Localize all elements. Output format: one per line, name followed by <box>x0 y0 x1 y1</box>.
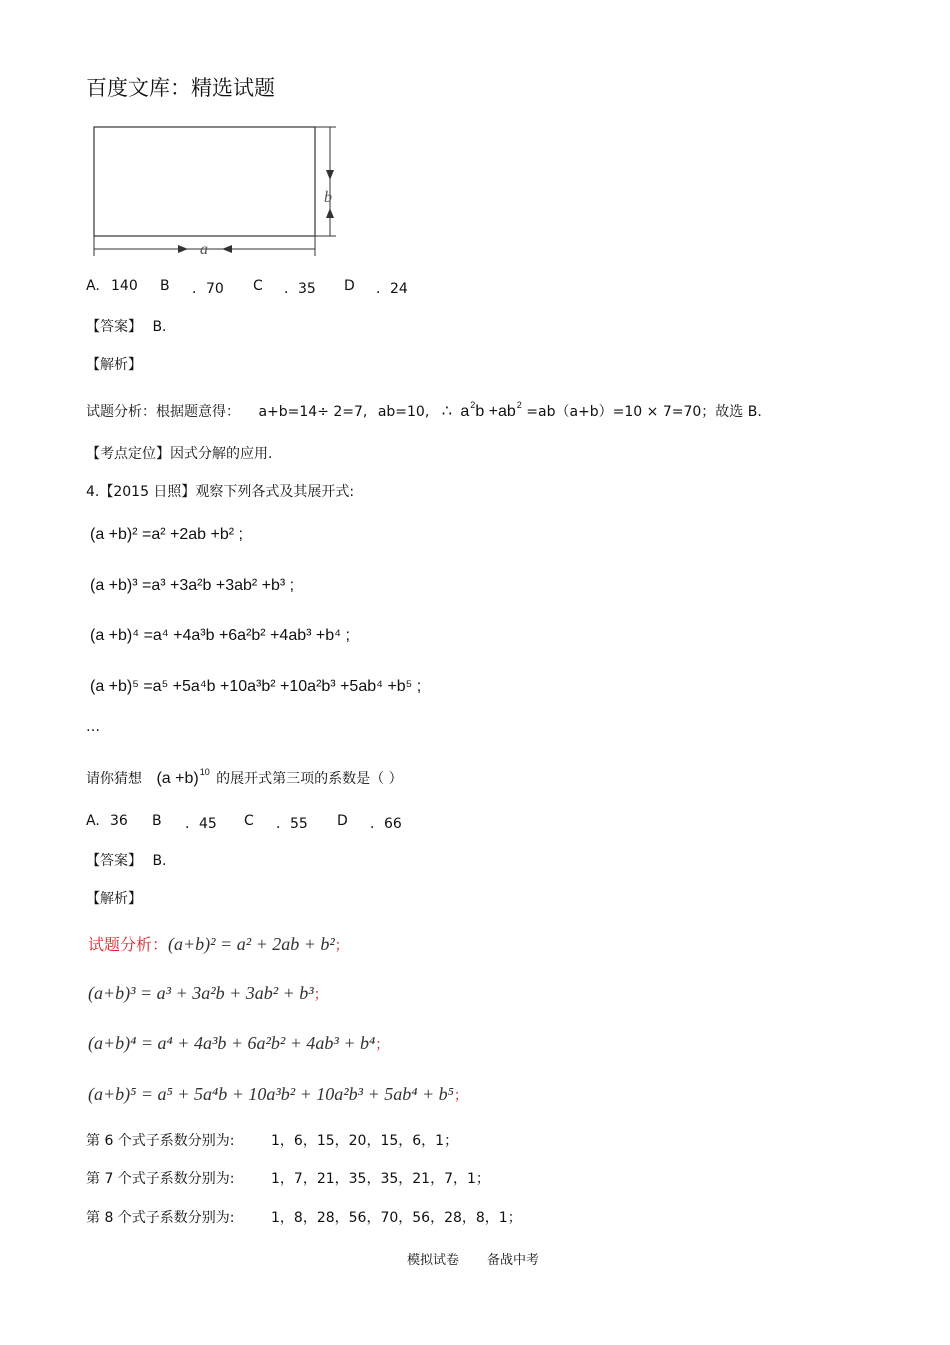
analysis-expr-1: (a+b)² = a² + 2ab + b² <box>168 934 335 954</box>
semicolon: ； <box>313 987 328 1003</box>
q4-option-b-letter: B <box>152 813 162 829</box>
q3-analysis-label: 【解析】 <box>86 357 142 373</box>
footer-right: 备战中考 <box>487 1253 540 1268</box>
q3-option-d-letter: D <box>344 278 355 294</box>
q3-topic: 【考点定位】因式分解的应用. <box>86 446 273 462</box>
q4-option-c-value: ．55 <box>276 816 308 832</box>
q3-option-b-letter: B <box>160 278 170 294</box>
coef-row-label: 第 7 个式子系数分别为: <box>86 1171 235 1187</box>
q4-answer <box>86 850 167 870</box>
analysis-expr-4: (a+b)⁵ = a⁵ + 5a⁴b + 10a³b² + 10a²b³ + 5ab⁴ + b⁵ <box>88 1084 454 1104</box>
coef-row-values: 1，7，21，35，35，21，7，1； <box>271 1171 490 1187</box>
expr-a: a <box>460 403 470 420</box>
q3-option-c-letter: C <box>253 278 263 294</box>
q4-option-a-value: 36 <box>110 813 128 829</box>
answer-label: 【答案】 <box>86 853 142 869</box>
coef-row-label: 第 8 个式子系数分别为: <box>86 1210 235 1226</box>
q4-analysis-line-1 <box>88 932 349 955</box>
q4-line-4: (a +b)⁵ =a⁵ +5a⁴b +10a³b² +10a²b³ +5ab⁴ +b⁵ ; <box>90 678 422 695</box>
q4-option-d-letter: D <box>337 813 348 829</box>
semicolon: ； <box>334 938 349 954</box>
coef-row-values: 1，6，15，20，15，6，1； <box>271 1133 459 1149</box>
q4-line-2: (a +b)³ =a³ +3a²b +3ab² +b³ ; <box>90 577 295 594</box>
question-suffix: 的展开式第三项的系数是（ ） <box>216 771 403 787</box>
semicolon: ； <box>453 1088 468 1104</box>
coef-row-6 <box>86 1130 459 1150</box>
answer-value: B. <box>152 319 167 335</box>
question-exp: 10 <box>199 767 210 777</box>
exp-2b: 2 <box>516 400 522 410</box>
q4-option-d-value: ．66 <box>370 816 402 832</box>
coef-row-7 <box>86 1168 490 1188</box>
q4-analysis-line-2 <box>88 983 328 1004</box>
analysis-expr-2: (a+b)³ = a³ + 3a²b + 3ab² + b³ <box>88 983 314 1003</box>
analysis-head: 试题分析： <box>88 935 169 954</box>
question-expr: (a +b) <box>156 770 199 787</box>
rectangle-figure <box>86 120 346 260</box>
exp-2a: 2 <box>470 400 476 410</box>
label-b: b <box>324 189 332 206</box>
label-a: a <box>200 241 208 258</box>
q4-options <box>86 813 426 833</box>
q4-ellipsis: … <box>86 719 100 735</box>
footer-left: 模拟试卷 <box>407 1253 460 1268</box>
question-prefix: 请你猜想 <box>86 771 142 787</box>
analysis-prefix: 试题分析：根据题意得： <box>86 404 240 420</box>
analysis-expr-3: (a+b)⁴ = a⁴ + 4a³b + 6a²b² + 4ab³ + b⁴ <box>88 1033 376 1053</box>
page-title: 百度文库：精选试题 <box>86 76 275 100</box>
semicolon: ； <box>375 1037 390 1053</box>
q4-analysis-line-3 <box>88 1033 389 1054</box>
expr-c: =ab（a+b）=10 × 7=70；故选 B. <box>526 404 762 420</box>
q4-option-b-value: ．45 <box>185 816 217 832</box>
therefore-symbol: ∴ <box>441 401 452 420</box>
q4-question <box>86 767 403 788</box>
coef-row-label: 第 6 个式子系数分别为: <box>86 1133 235 1149</box>
q4-option-a-letter: A. <box>86 813 100 829</box>
q3-option-b-value: ．70 <box>192 281 224 297</box>
q3-options <box>86 278 426 298</box>
q3-option-d-value: ．24 <box>376 281 408 297</box>
q4-line-1: (a +b)² =a² +2ab +b² ; <box>90 526 243 543</box>
coef-row-8 <box>86 1207 522 1227</box>
expr-b: b +ab <box>475 403 516 420</box>
q3-option-a-letter: A. <box>86 278 100 294</box>
q3-option-a-value: 140 <box>111 278 138 294</box>
q4-line-3: (a +b)⁴ =a⁴ +4a³b +6a²b² +4ab³ +b⁴ ; <box>90 627 350 644</box>
analysis-eq2: ab=10, <box>377 404 430 420</box>
q4-heading: 4.【2015 日照】观察下列各式及其展开式: <box>86 484 355 500</box>
q4-analysis-line-4 <box>88 1084 468 1105</box>
q3-option-c-value: ．35 <box>284 281 316 297</box>
q3-answer <box>86 316 167 336</box>
q4-option-c-letter: C <box>244 813 254 829</box>
coef-row-values: 1，8，28，56，70，56，28，8，1； <box>271 1210 522 1226</box>
answer-label: 【答案】 <box>86 319 142 335</box>
analysis-eq1: a+b=14÷ 2=7, <box>258 404 368 420</box>
q3-analysis-line <box>86 400 762 421</box>
answer-value: B. <box>152 853 167 869</box>
q4-analysis-label: 【解析】 <box>86 891 142 907</box>
